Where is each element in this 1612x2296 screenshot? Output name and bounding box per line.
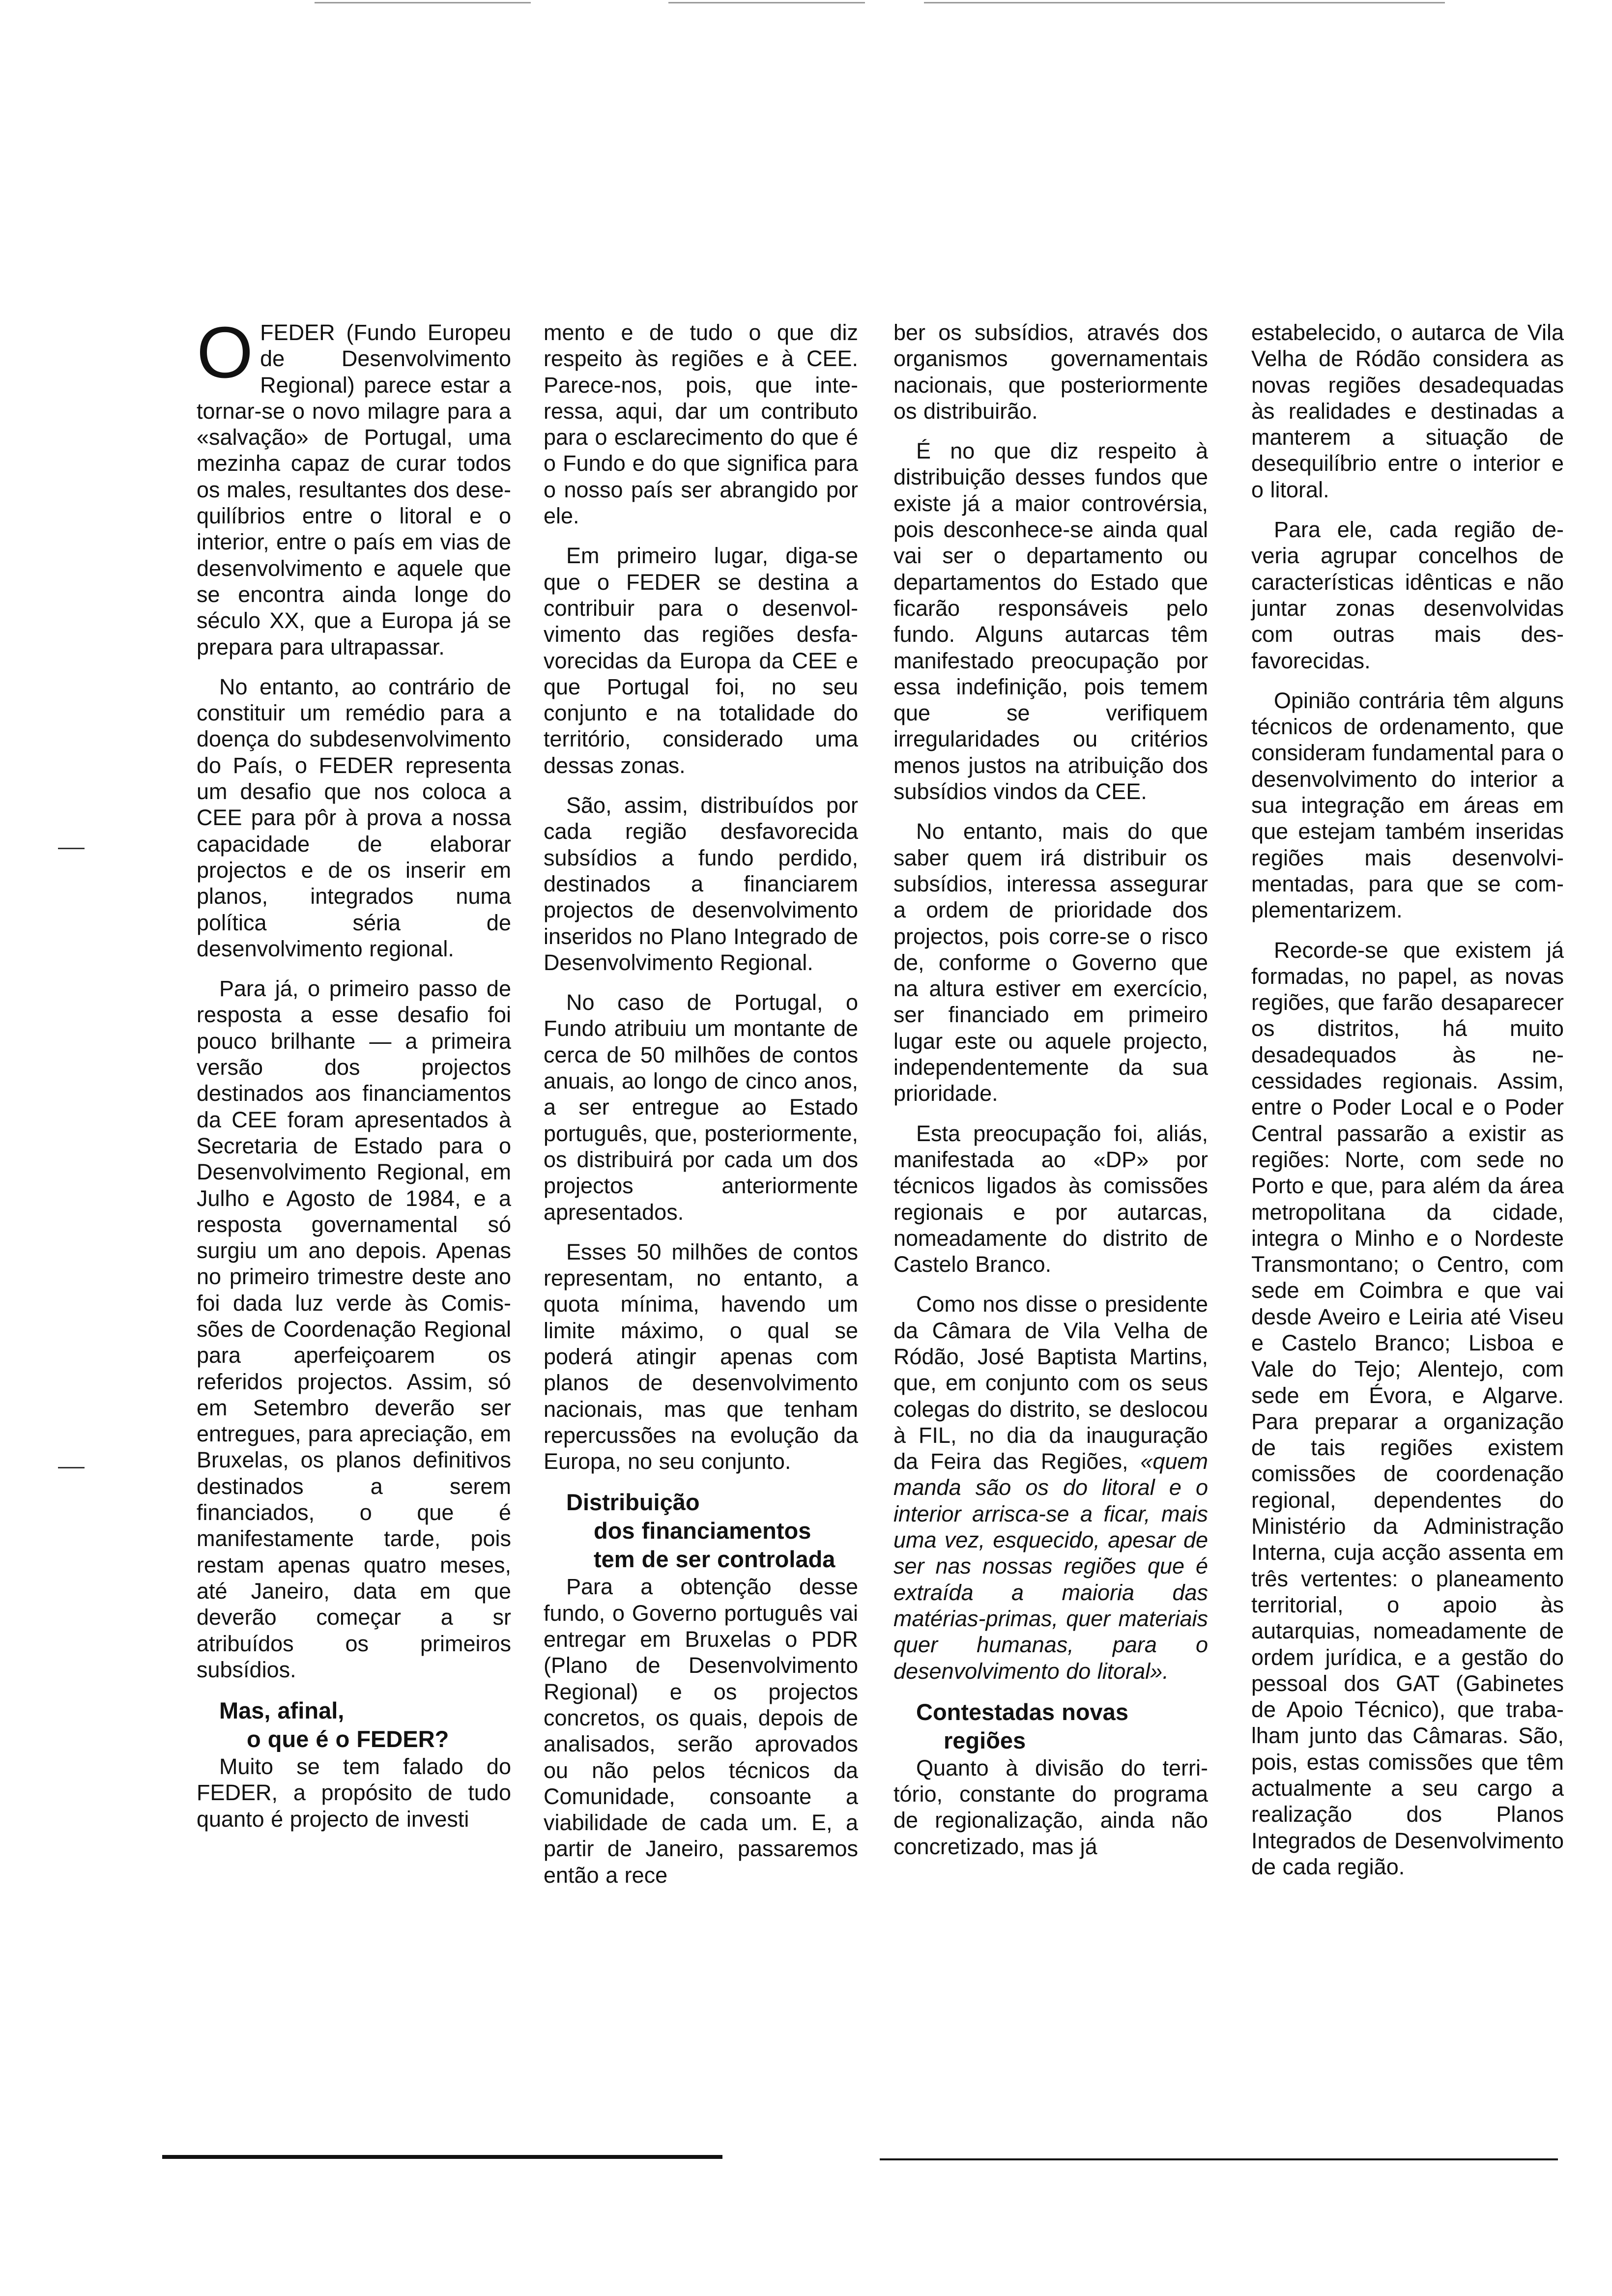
paragraph-text: Recorde-se que existem já formadas, no papel, as novas regiões, que farão desaparecer os distritos, há muito desadequados às necessidades regionais. Assim, entre o Poder Local e o Poder Central passarão a existir as regiões: Norte, com sede no Porto e que, para além da área metropolitana da cidade, integra o Minho e o Nordeste Transmontano; o Centro, com sede em Coimbra e que vai desde Aveiro e Leiria até Viseu e Castelo Branco; Lisboa e Vale do Tejo; Alentejo, com sede em Évora, e Algarve. Para preparar a organização de tais regiões existem comissões de coordenação regional, dependentes do Ministério da Administração Interna, cuja acção assenta em três vertentes: o planeamento territorial, o apoio às autarquias, nomeadamente de ordem jurídica, e a gestão do pessoal dos GAT (Gabinetes de Apoio Técnico), que trabalham junto das Câmaras. São, pois, estas comissões que têm actualmente a seu cargo a realização dos Planos Integrados de Desenvolvimento de cada região. xyxy=(1251,937,1564,1879)
body-paragraph xyxy=(197,976,511,1683)
paragraph-text: Como nos disse o presidente da Câmara de Vila Velha de Ródão, José Baptista Martins, que, em conjunto com os seus colegas do distrito, se deslocou à FIL, no dia da inauguração da Feira das Regiões, xyxy=(893,1292,1208,1474)
heading-line: Distribuição xyxy=(566,1489,700,1516)
article-column-4 xyxy=(1251,319,1564,1880)
paragraph-text: Para ele, cada região deveria agrupar concelhos de características idênticas e não juntar zonas desenvolvidas com outras mais desfavorecidas. xyxy=(1251,517,1564,673)
body-paragraph xyxy=(893,1120,1208,1278)
paragraph-text: São, assim, distribuídos por cada região desfavorecida subsídios a fundo perdido, destinados a financiarem projectos de desenvolvimento inseridos no Plano Integrado de Desenvolvimento Regional. xyxy=(544,793,858,975)
paragraph-text: ber os subsídios, através dos organismos governamentais nacionais, que posteriormente os distribuirão. xyxy=(893,320,1208,424)
paragraph-text: É no que diz respeito à distribuição desses fundos que existe já a maior controvérsia, pois desconhece-se ainda qual vai ser o departamento ou departamentos do Estado que ficarão responsáveis pelo fundo. Alguns autarcas têm manifestado preocupação por essa indefinição, pois temem que se verifiquem irregularidades ou critérios menos justos na atribuição dos subsídios vindos da CEE. xyxy=(893,438,1208,804)
heading-line: dos financiamentos xyxy=(594,1518,811,1544)
heading-line: Mas, afinal, xyxy=(219,1697,345,1724)
paragraph-text: Quanto à divisão do território, constante do programa de regionalização, ainda não concretizado, mas já xyxy=(893,1755,1208,1859)
body-paragraph xyxy=(544,1574,858,1888)
margin-scan-mark xyxy=(58,1467,85,1468)
body-paragraph xyxy=(197,1753,511,1832)
body-paragraph xyxy=(544,543,858,778)
body-paragraph xyxy=(197,674,511,962)
paragraph-text: No entanto, ao contrário de constituir um remédio para a doença do subdesenvolvimento do País, o FEDER representa um desafio que nos coloca a CEE para pôr à prova a nossa capacidade de elaborar projectos e de os inserir em planos, integrados numa política séria de desenvolvimento regional. xyxy=(197,674,511,961)
body-paragraph xyxy=(544,792,858,976)
paragraph-text: estabelecido, o autarca de Vila Velha de Ródão considera as novas regiões desadequadas às realidades e destinadas a manterem a situação de desequilíbrio entre o interior e o litoral. xyxy=(1251,320,1564,502)
article-column-1 xyxy=(197,312,511,1832)
paragraph-text: Esses 50 milhões de contos representam, no entanto, a quota mínima, havendo um limite máximo, o qual se poderá atingir apenas com planos de desenvolvimento nacionais, mas que tenham repercussões na evolução da Europa, no seu conjunto. xyxy=(544,1239,858,1474)
body-paragraph xyxy=(544,319,858,529)
quoted-italic-text: «quem manda são os do litoral e o interior arrisca-se a ficar, mais uma vez, esquecido, apesar de ser nas nossas regiões que é extraída a maioria das matérias-primas, quer materiais quer humanas, para o desenvolvimento do litoral». xyxy=(893,1449,1208,1684)
paragraph-text: FEDER (Fundo Europeu de Desenvolvimento Regional) parece estar a tornar-se o novo milagre para a «salvação» de Portugal, uma mezinha capaz de curar todos os males, resultantes dos desequilíbrios entre o litoral e o interior, entre o país em vias de desenvolvimento e aquele que se encontra ainda longe do século XX, que a Europa já se prepara para ultrapassar. xyxy=(197,320,511,660)
heading-line: regiões xyxy=(944,1727,1026,1753)
heading-line: Contestadas novas xyxy=(916,1698,1128,1725)
body-paragraph xyxy=(1251,517,1564,674)
margin-scan-mark xyxy=(58,848,85,849)
heading-line: o que é o FEDER? xyxy=(247,1726,449,1752)
body-paragraph xyxy=(893,319,1208,424)
paragraph-text: Esta preocupação foi, aliás, manifestada ao «DP» por técnicos ligados às comissões regionais e por autarcas, nomeadamente do distrito de Castelo Branco. xyxy=(893,1120,1208,1277)
paragraph-text: mento e de tudo o que diz respeito às regiões e à CEE. Parece-nos, pois, que interessa, aqui, dar um contributo para o esclarecimento do que é o Fundo e do que significa para o nosso país ser abrangido por ele. xyxy=(544,320,858,529)
top-border-line xyxy=(924,2,1445,3)
paragraph-text: No entanto, mais do que saber quem irá distribuir os subsídios, interessa assegurar a ordem de prioridade dos projectos, pois corre-se o risco de, conforme o Governo que na altura estiver em exercício, ser financiado em primeiro lugar este ou aquele projecto, independentemente da sua prioridade. xyxy=(893,819,1208,1106)
paragraph-text: Para a obtenção desse fundo, o Governo português vai entregar em Bruxelas o PDR (Plano de Desenvolvimento Regional) e os projectos concretos, os quais, depois de analisados, serão aprovados ou não pelos técnicos da Comunidade, consoante a viabilidade de cada um. E, a partir de Janeiro, passaremos então a rece xyxy=(544,1574,858,1888)
paragraph-text: Para já, o primeiro passo de resposta a esse desafio foi pouco brilhante — a primeira versão dos projectos destinados aos financiamentos da CEE foram apresentados à Secretaria de Estado para o Desenvolvimento Regional, em Julho e Agosto de 1984, e a resposta governamental só surgiu um ano depois. Apenas no primeiro trimestre deste ano foi dada luz verde às Comissões de Coordenação Regional para aperfeiçoarem os referidos projectos. Assim, só em Setembro deverão ser entregues, para apreciação, em Bruxelas, os planos definitivos destinados a serem financiados, o que é manifestamente tarde, pois restam apenas quatro meses, até Janeiro, data em que deverão começar a sr atribuídos os primeiros subsídios. xyxy=(197,976,511,1682)
paragraph-text: Muito se tem falado do FEDER, a propósito de tudo quanto é projecto de investi xyxy=(197,1754,511,1832)
top-border-line xyxy=(315,2,531,3)
body-paragraph xyxy=(893,1755,1208,1860)
drop-cap-letter: O xyxy=(197,312,254,393)
body-paragraph xyxy=(197,312,511,660)
bottom-rule-right xyxy=(880,2158,1558,2160)
section-heading xyxy=(893,1698,1208,1755)
heading-line: tem de ser controlada xyxy=(594,1546,835,1573)
body-paragraph xyxy=(544,989,858,1225)
body-paragraph xyxy=(893,1291,1208,1684)
body-paragraph xyxy=(1251,688,1564,923)
section-heading xyxy=(544,1488,858,1574)
body-paragraph xyxy=(893,438,1208,804)
article-column-3 xyxy=(893,319,1208,1860)
article-column-2 xyxy=(544,319,858,1888)
paragraph-text: Opinião contrária têm alguns técnicos de ordenamento, que consideram fundamental para o desenvolvimento do interior a sua integração em áreas em que estejam também inseridas regiões mais desenvolvimentadas, para que se complementarizem. xyxy=(1251,688,1564,923)
body-paragraph xyxy=(893,818,1208,1106)
paragraph-text: Em primeiro lugar, diga-se que o FEDER se destina a contribuir para o desenvolvimento das regiões desfavorecidas da Europa da CEE e que Portugal foi, no seu conjunto e na totalidade do território, considerado uma dessas zonas. xyxy=(544,543,858,778)
top-border-line xyxy=(668,2,865,3)
bottom-rule-left xyxy=(162,2155,722,2159)
body-paragraph xyxy=(544,1239,858,1475)
body-paragraph xyxy=(1251,319,1564,503)
section-heading xyxy=(197,1696,511,1753)
paragraph-text: No caso de Portugal, o Fundo atribuiu um montante de cerca de 50 milhões de contos anuais, ao longo de cinco anos, a ser entregue ao Estado português, que, posteriormente, os distribuirá por cada um dos projectos anteriormente apresentados. xyxy=(544,990,858,1225)
body-paragraph xyxy=(1251,937,1564,1880)
